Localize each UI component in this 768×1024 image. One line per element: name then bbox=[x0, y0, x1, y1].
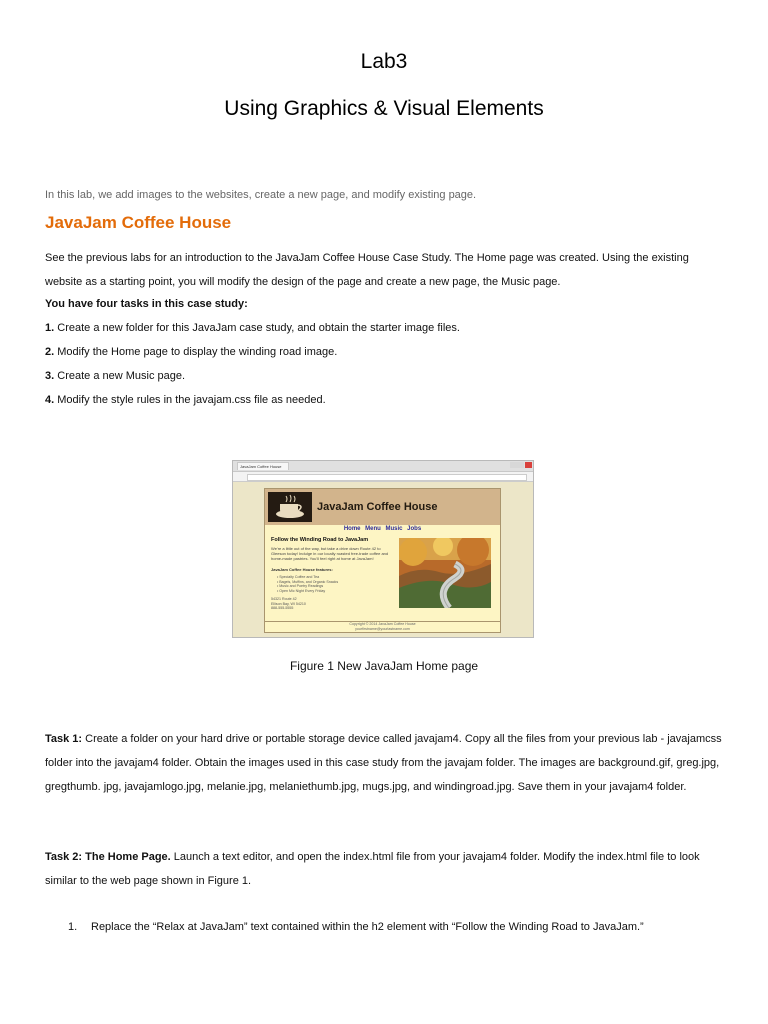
task-number: 2. bbox=[45, 346, 55, 358]
figure-screenshot bbox=[232, 460, 534, 638]
javajam-site bbox=[264, 488, 501, 633]
site-header bbox=[265, 489, 500, 525]
task-2-label: Task 2: The Home Page. bbox=[45, 851, 171, 863]
list-item: • Bagels, Muffins, and Organic Snacks bbox=[277, 579, 339, 584]
list-item: • Specialty Coffee and Tea bbox=[277, 575, 320, 579]
tasks-intro: You have four tasks in this case study: bbox=[45, 298, 248, 310]
list-item: • Open Mic Night Every Friday bbox=[277, 588, 326, 593]
winding-road-photo bbox=[399, 538, 491, 608]
site-footer: Copyright © 2014 JavaJam Coffee House yourfirstname@yourlastname.com bbox=[265, 621, 500, 632]
minimize-icon bbox=[510, 462, 517, 468]
task-list-item bbox=[45, 346, 337, 358]
task-2-paragraph bbox=[45, 845, 730, 893]
task-text: Create a new Music page. bbox=[54, 370, 186, 382]
case-study-paragraph: See the previous labs for an introduction to the JavaJam Coffee House Case Study. The Home page was created. Using the existing website as a starting point, you will modify the design of the page and create a new page, the Music page. bbox=[45, 252, 689, 288]
task-text: Modify the Home page to display the winding road image. bbox=[54, 346, 338, 358]
site-address: 54321 Route 42 Ellison Bay, WI 54210 888-555-5555 bbox=[271, 597, 306, 610]
browser-titlebar bbox=[233, 461, 533, 472]
step-text: Replace the “Relax at JavaJam” text contained within the h2 element with “Follow the Winding Road to JavaJam.” bbox=[91, 921, 644, 933]
lab-subtitle: Using Graphics & Visual Elements bbox=[224, 97, 544, 120]
site-features-heading: JavaJam Coffee House features: bbox=[271, 567, 333, 572]
task-1-text: Create a folder on your hard drive or portable storage device called javajam4. Copy all the files from your previous lab - javajamcss folder into the javajam4 folder. Obtain the images used in this case study from the javajam folder. The images are background.gif, greg.jpg, gregthumb. jpg, javajamlogo.jpg, melanie.jpg, melaniethumb.jpg, mugs.jpg, and windingroad.jpg. Save them in your javajam4 folder. bbox=[45, 733, 722, 793]
task-number: 4. bbox=[45, 394, 55, 406]
browser-tab: JavaJam Coffee House bbox=[237, 462, 289, 470]
task-1-paragraph bbox=[45, 727, 730, 799]
lab-title: Lab3 bbox=[360, 50, 408, 73]
task-list-item bbox=[45, 394, 326, 406]
figure-caption: Figure 1 New JavaJam Home page bbox=[289, 659, 479, 673]
site-title: JavaJam Coffee House bbox=[317, 501, 438, 513]
task-number: 1. bbox=[45, 322, 55, 334]
coffee-cup-icon bbox=[268, 492, 312, 522]
list-item: • Music and Poetry Readings bbox=[277, 584, 324, 588]
maximize-icon bbox=[517, 462, 524, 468]
site-features-list bbox=[277, 575, 338, 593]
task-2-text: Launch a text editor, and open the index.html file from your javajam4 folder. Modify the index.html file to look similar to the web page shown in Figure 1. bbox=[45, 851, 700, 887]
task-number: 3. bbox=[45, 370, 55, 382]
step-number: 1. bbox=[68, 921, 78, 933]
browser-address-bar bbox=[233, 472, 533, 482]
site-nav: Home Menu Music Jobs bbox=[343, 526, 422, 532]
task-text: Modify the style rules in the javajam.css file as needed. bbox=[54, 394, 326, 406]
winding-road-image bbox=[399, 538, 491, 608]
site-heading: Follow the Winding Road to JavaJam bbox=[271, 537, 369, 543]
section-heading: JavaJam Coffee House bbox=[45, 213, 232, 232]
javajam-logo bbox=[268, 492, 312, 522]
task-1-label: Task 1: bbox=[45, 733, 83, 745]
address-field bbox=[247, 474, 527, 481]
intro-text: In this lab, we add images to the websites, create a new page, and modify existing page. bbox=[45, 189, 477, 201]
task-text: Create a new folder for this JavaJam case study, and obtain the starter image files. bbox=[54, 322, 460, 334]
task-list-item bbox=[45, 322, 460, 334]
close-icon bbox=[525, 462, 532, 468]
site-body-text: We're a little out of the way, but take a drive down Route 42 to Gleeson today! Indulge in our locally roasted free-trade coffee and home-made pastries. You'll feel right at home at JavaJam! bbox=[271, 546, 389, 561]
task-list-item bbox=[45, 370, 185, 382]
